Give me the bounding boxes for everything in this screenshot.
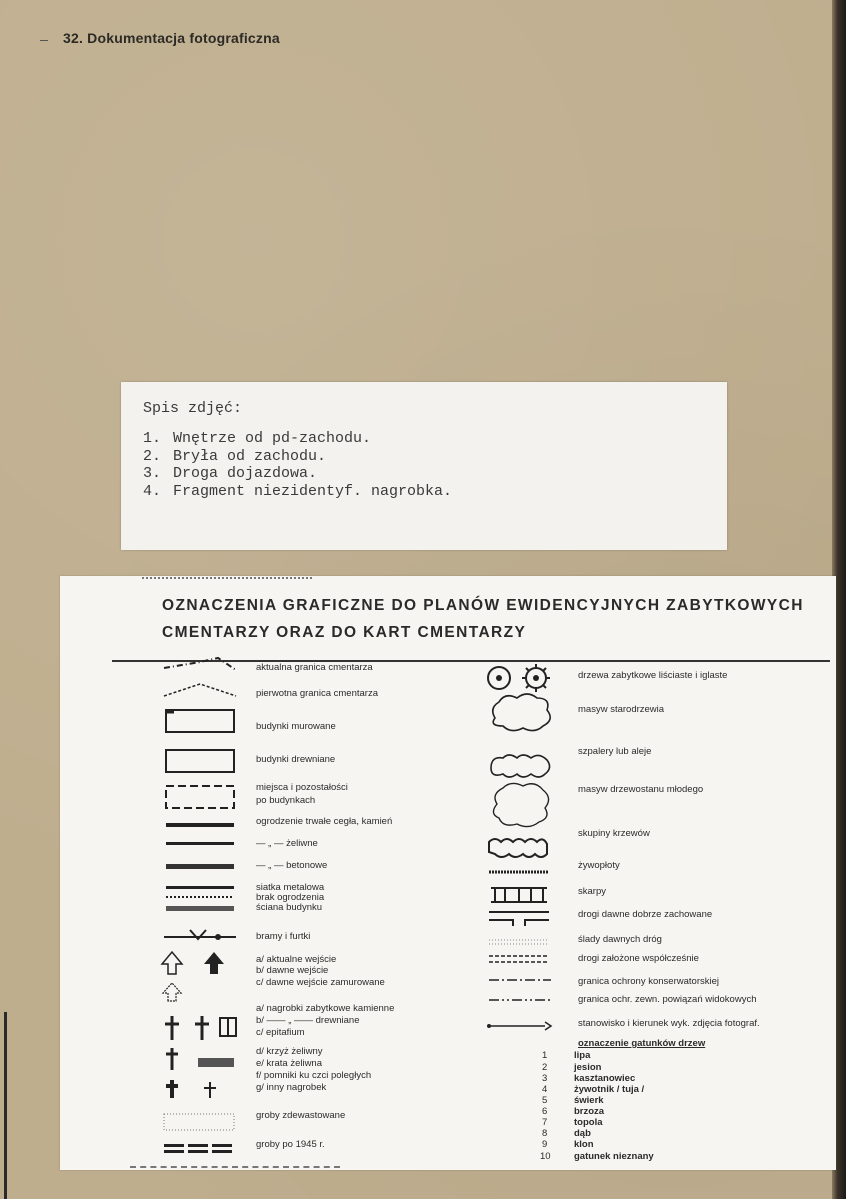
original-boundary-icon bbox=[164, 684, 236, 696]
legend-label: groby zdewastowane bbox=[256, 1110, 346, 1121]
header-dash bbox=[40, 40, 48, 41]
legend-label: budynki murowane bbox=[256, 721, 336, 732]
tree-num: 4 bbox=[542, 1084, 548, 1095]
legend-label: — „ — betonowe bbox=[256, 860, 328, 871]
cross-icon bbox=[165, 1016, 236, 1040]
arrow-icon bbox=[487, 1022, 551, 1030]
list-item-number: 1. bbox=[143, 430, 162, 447]
legend-label: masyw drzewostanu młodego bbox=[578, 784, 704, 795]
tree-name: jesion bbox=[574, 1062, 602, 1073]
tree-list-title: oznaczenie gatunków drzew bbox=[578, 1038, 706, 1049]
dashed-line bbox=[130, 1166, 340, 1168]
legend-label: skupiny krzewów bbox=[578, 828, 650, 839]
photo-list-card bbox=[121, 382, 727, 550]
legend-label: f/ pomniki ku czci poległych bbox=[256, 1070, 372, 1081]
avenue-icon bbox=[491, 755, 550, 777]
legend-label: pierwotna granica cmentarza bbox=[256, 688, 378, 699]
young-forest-icon bbox=[493, 783, 548, 826]
shrubs-icon bbox=[489, 839, 547, 857]
tree-name: gatunek nieznany bbox=[574, 1151, 654, 1162]
legend-label: c/ epitafium bbox=[256, 1027, 305, 1038]
entrance-arrows-icon bbox=[162, 952, 224, 1001]
legend-label: skarpy bbox=[578, 886, 606, 897]
legend-label: bramy i furtki bbox=[256, 931, 311, 942]
legend-label: granica ochrony konserwatorskiej bbox=[578, 976, 719, 987]
stone-fence-icon bbox=[166, 823, 234, 827]
legend-label: b/ dawne wejście bbox=[256, 965, 329, 976]
legend-label: brak ogrodzenia bbox=[256, 892, 325, 903]
list-item-text: Fragment niezidentyf. nagrobka. bbox=[173, 482, 453, 500]
cloud-icon bbox=[493, 694, 550, 731]
legend-label: c/ dawne wejście zamurowane bbox=[256, 977, 385, 988]
tree-num: 9 bbox=[542, 1139, 548, 1150]
tree-num: 5 bbox=[542, 1095, 548, 1106]
legend-label: d/ krzyż żeliwny bbox=[256, 1046, 323, 1057]
tree-name: brzoza bbox=[574, 1106, 605, 1117]
devastated-graves-icon bbox=[164, 1114, 234, 1130]
list-item bbox=[143, 483, 452, 501]
legend-title-line: CMENTARZY ORAZ DO KART CMENTARZY bbox=[162, 624, 527, 641]
tree-num: 1 bbox=[542, 1050, 548, 1061]
list-item-text: Wnętrze od pd-zachodu. bbox=[173, 430, 372, 447]
list-item bbox=[143, 448, 452, 466]
legend-label: drogi dawne dobrze zachowane bbox=[578, 909, 713, 920]
list-item-text: Droga dojazdowa. bbox=[173, 465, 318, 482]
photo-list bbox=[143, 430, 452, 500]
legend-label: drogi założone współcześnie bbox=[578, 953, 699, 964]
iron-fence-icon bbox=[166, 842, 234, 845]
legend-label: drzewa zabytkowe liściaste i iglaste bbox=[578, 670, 728, 681]
tree-name: klon bbox=[574, 1139, 594, 1150]
tree-num: 3 bbox=[542, 1073, 548, 1084]
photo-list-title: Spis zdjęć: bbox=[143, 400, 243, 417]
wire-fence-icon bbox=[166, 886, 234, 889]
brick-building-icon bbox=[166, 710, 234, 732]
dashed-line bbox=[142, 577, 312, 579]
road-traces-icon bbox=[489, 940, 549, 944]
tree-name: kasztanowiec bbox=[574, 1073, 636, 1084]
right-symbols bbox=[485, 656, 560, 1056]
legend-label: groby po 1945 r. bbox=[256, 1139, 325, 1150]
tree-num: 7 bbox=[542, 1117, 548, 1128]
left-symbols bbox=[160, 656, 240, 1156]
legend-label: granica ochr. zewn. powiązań widokowych bbox=[578, 994, 757, 1005]
tree-name: topola bbox=[574, 1117, 603, 1128]
tree-circle-icon bbox=[488, 664, 550, 692]
legend-sheet bbox=[60, 576, 836, 1170]
old-road-icon bbox=[489, 912, 549, 926]
legend-label: ściana budynku bbox=[256, 902, 323, 913]
tree-name: lipa bbox=[574, 1050, 591, 1061]
legend-title bbox=[162, 592, 822, 646]
legend-label: stanowisko i kierunek wyk. zdjęcia fotograf. bbox=[578, 1018, 760, 1029]
legend-label: siatka metalowa bbox=[256, 882, 325, 893]
tree-num: 8 bbox=[542, 1128, 548, 1139]
legend-title-line: OZNACZENIA GRAFICZNE DO PLANÓW EWIDENCYJNYCH ZABYTKOWYCH bbox=[162, 597, 804, 614]
tree-num: 6 bbox=[542, 1106, 548, 1117]
legend-label: a/ nagrobki zabytkowe kamienne bbox=[256, 1003, 395, 1014]
wooden-building-icon bbox=[166, 750, 234, 772]
post-1945-graves-icon bbox=[164, 1144, 232, 1153]
building-remains-icon bbox=[166, 786, 234, 808]
legend-label: b/ —— „ —— drewniane bbox=[256, 1015, 360, 1026]
legend-label: g/ inny nagrobek bbox=[256, 1082, 327, 1093]
tree-num: 10 bbox=[540, 1151, 551, 1162]
new-road-icon bbox=[489, 956, 549, 962]
monument-icon bbox=[166, 1080, 216, 1098]
binding-line bbox=[4, 1012, 7, 1199]
list-item bbox=[143, 430, 452, 448]
tree-name: dąb bbox=[574, 1128, 591, 1139]
list-item-number: 2. bbox=[143, 447, 162, 465]
list-item-number: 3. bbox=[143, 465, 162, 482]
current-boundary-icon bbox=[164, 658, 236, 670]
iron-cross-icon bbox=[166, 1048, 234, 1070]
legend-label: budynki drewniane bbox=[256, 754, 336, 765]
legend-label: po budynkach bbox=[256, 795, 316, 806]
legend-label: aktualna granica cmentarza bbox=[256, 662, 373, 673]
concrete-fence-icon bbox=[166, 864, 234, 869]
legend-label: szpalery lub aleje bbox=[578, 746, 652, 757]
tree-num: 2 bbox=[542, 1062, 548, 1073]
page-title: 32. Dokumentacja fotograficzna bbox=[63, 30, 280, 46]
tree-name: żywotnik / tuja / bbox=[574, 1084, 645, 1095]
tree-name: świerk bbox=[574, 1095, 604, 1106]
gate-icon bbox=[164, 930, 236, 940]
legend-label: — „ — żeliwne bbox=[256, 838, 318, 849]
list-item-number: 4. bbox=[143, 482, 162, 500]
legend-label: żywopłoty bbox=[578, 860, 620, 871]
legend-label: miejsca i pozostałości bbox=[256, 782, 348, 793]
legend-label: ogrodzenie trwałe cegła, kamień bbox=[256, 816, 393, 827]
legend-label: e/ krata żeliwna bbox=[256, 1058, 323, 1069]
legend-label: ślady dawnych dróg bbox=[578, 934, 662, 945]
building-wall-icon bbox=[166, 906, 234, 911]
list-item bbox=[143, 465, 452, 483]
list-item-text: Bryła od zachodu. bbox=[173, 447, 327, 465]
legend-label: masyw starodrzewia bbox=[578, 704, 665, 715]
legend-label: a/ aktualne wejście bbox=[256, 954, 337, 965]
slope-icon bbox=[491, 888, 547, 902]
